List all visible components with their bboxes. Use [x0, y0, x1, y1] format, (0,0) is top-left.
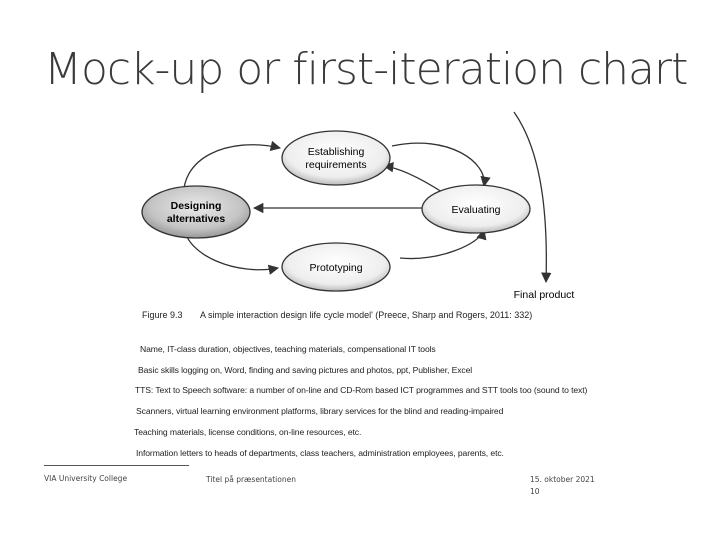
node-establishing-line2: requirements [305, 159, 367, 171]
footer-date: 15. oktober 2021 [530, 475, 595, 484]
slide-title: Mock-up or first-iteration chart [44, 44, 688, 95]
note-item: Basic skills logging on, Word, finding and saving pictures and photos, ppt, Publisher, Excel [138, 365, 473, 375]
node-designing-line1: Designing [170, 200, 222, 212]
arrow-establishing-to-evaluating [392, 143, 484, 186]
footer-organization: VIA University College [44, 474, 128, 483]
footer-page-number: 10 [530, 487, 540, 496]
arrow-prototyping-to-evaluating [400, 230, 484, 259]
node-evaluating [422, 185, 530, 233]
node-establishing-line1: Establishing [307, 146, 365, 158]
lifecycle-svg [138, 106, 582, 302]
note-item: Scanners, virtual learning environment platforms, library services for the blind and reading-impaired [136, 406, 504, 416]
lifecycle-diagram [138, 106, 582, 302]
note-item: Name, IT-class duration, objectives, teaching materials, compensational IT tools [140, 344, 436, 354]
note-item: Information letters to heads of departments, class teachers, administration employees, parents, etc. [136, 448, 504, 458]
footer-divider [44, 465, 189, 466]
node-evaluating-label: Evaluating [451, 204, 501, 216]
figure-caption [142, 310, 532, 320]
figure-caption-label: Figure 9.3 [142, 310, 183, 320]
note-item: TTS: Text to Speech software: a number of on-line and CD-Rom based ICT programmes and STT tools too (sound to text) [135, 385, 588, 395]
final-product-label: Final product [513, 289, 575, 301]
arrow-evaluating-to-establishing [384, 166, 442, 192]
node-establishing-requirements [282, 131, 390, 185]
node-designing-line2: alternatives [166, 213, 226, 225]
footer-presentation-title: Titel på præsentationen [206, 475, 296, 484]
node-prototyping [282, 243, 390, 291]
node-designing-alternatives [142, 186, 250, 238]
node-prototyping-label: Prototyping [309, 262, 363, 274]
figure-caption-text: A simple interaction design life cycle model' (Preece, Sharp and Rogers, 2011: 332) [200, 310, 533, 320]
note-item: Teaching materials, license conditions, on-line resources, etc. [134, 427, 362, 437]
